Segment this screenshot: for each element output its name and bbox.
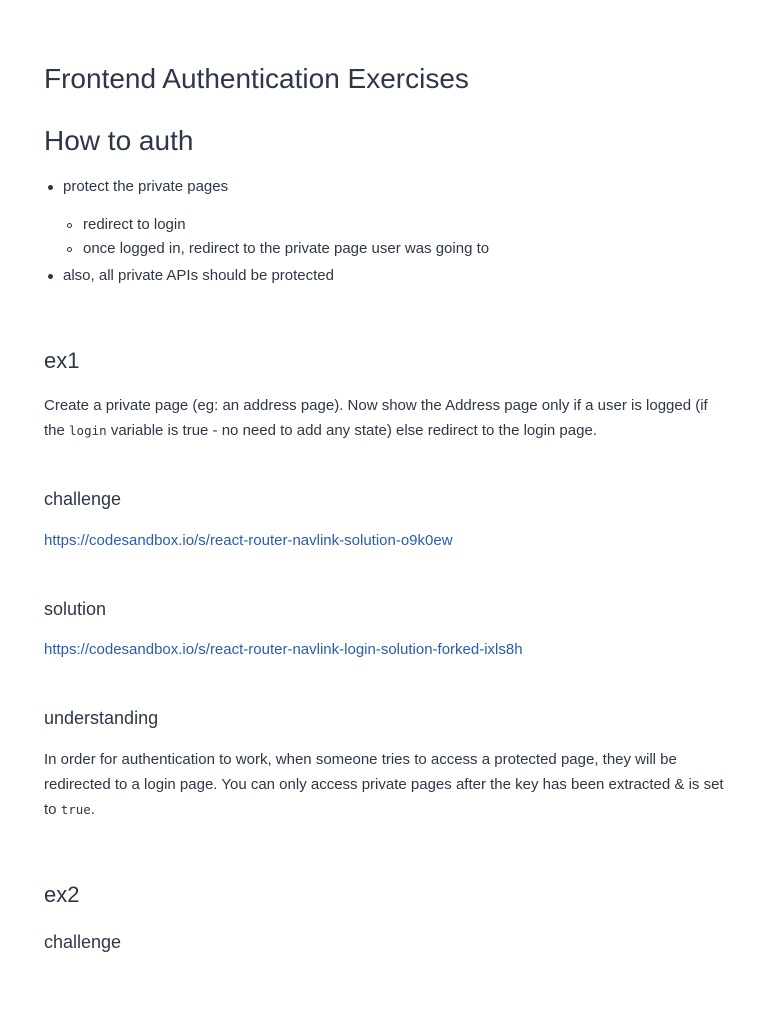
ex1-solution-heading: solution	[44, 599, 107, 619]
how-to-auth-heading: How to auth	[44, 125, 194, 156]
understanding-text: In order for authentication to work, when someone tries to access a protected page, they will be redirected to a login page. You can only access private pages after the key has been extracted & is set to	[44, 751, 724, 818]
ex1-heading: ex1	[44, 348, 80, 373]
inline-code: true	[60, 802, 91, 817]
understanding-paragraph	[44, 747, 729, 822]
challenge-link[interactable]: https://codesandbox.io/s/react-router-navlink-solution-o9k0ew	[44, 532, 453, 549]
bullet-icon	[48, 274, 53, 279]
ex1-challenge-heading: challenge	[44, 489, 122, 509]
ex1-description	[44, 393, 729, 443]
list-item: once logged in, redirect to the private page user was going to	[83, 240, 490, 257]
bullet-icon	[48, 185, 53, 190]
page-title: Frontend Authentication Exercises	[44, 63, 469, 94]
understanding-text: .	[90, 801, 95, 818]
ex1-description-text: variable is true - no need to add any state) else redirect to the login page.	[106, 422, 597, 439]
hollow-bullet-icon	[67, 247, 72, 252]
ex2-heading: ex2	[44, 882, 80, 907]
list-item: also, all private APIs should be protected	[63, 267, 334, 284]
inline-code: login	[69, 423, 107, 438]
hollow-bullet-icon	[67, 223, 72, 228]
list-item: redirect to login	[83, 216, 186, 233]
list-item: protect the private pages	[63, 178, 229, 195]
solution-link[interactable]: https://codesandbox.io/s/react-router-navlink-login-solution-forked-ixls8h	[44, 641, 523, 658]
ex1-understanding-heading: understanding	[44, 708, 159, 728]
ex2-challenge-heading: challenge	[44, 932, 122, 952]
ex1-description-text: Create a private page (eg: an address page). Now show the Address page only if a user is logged (if the	[44, 397, 708, 439]
